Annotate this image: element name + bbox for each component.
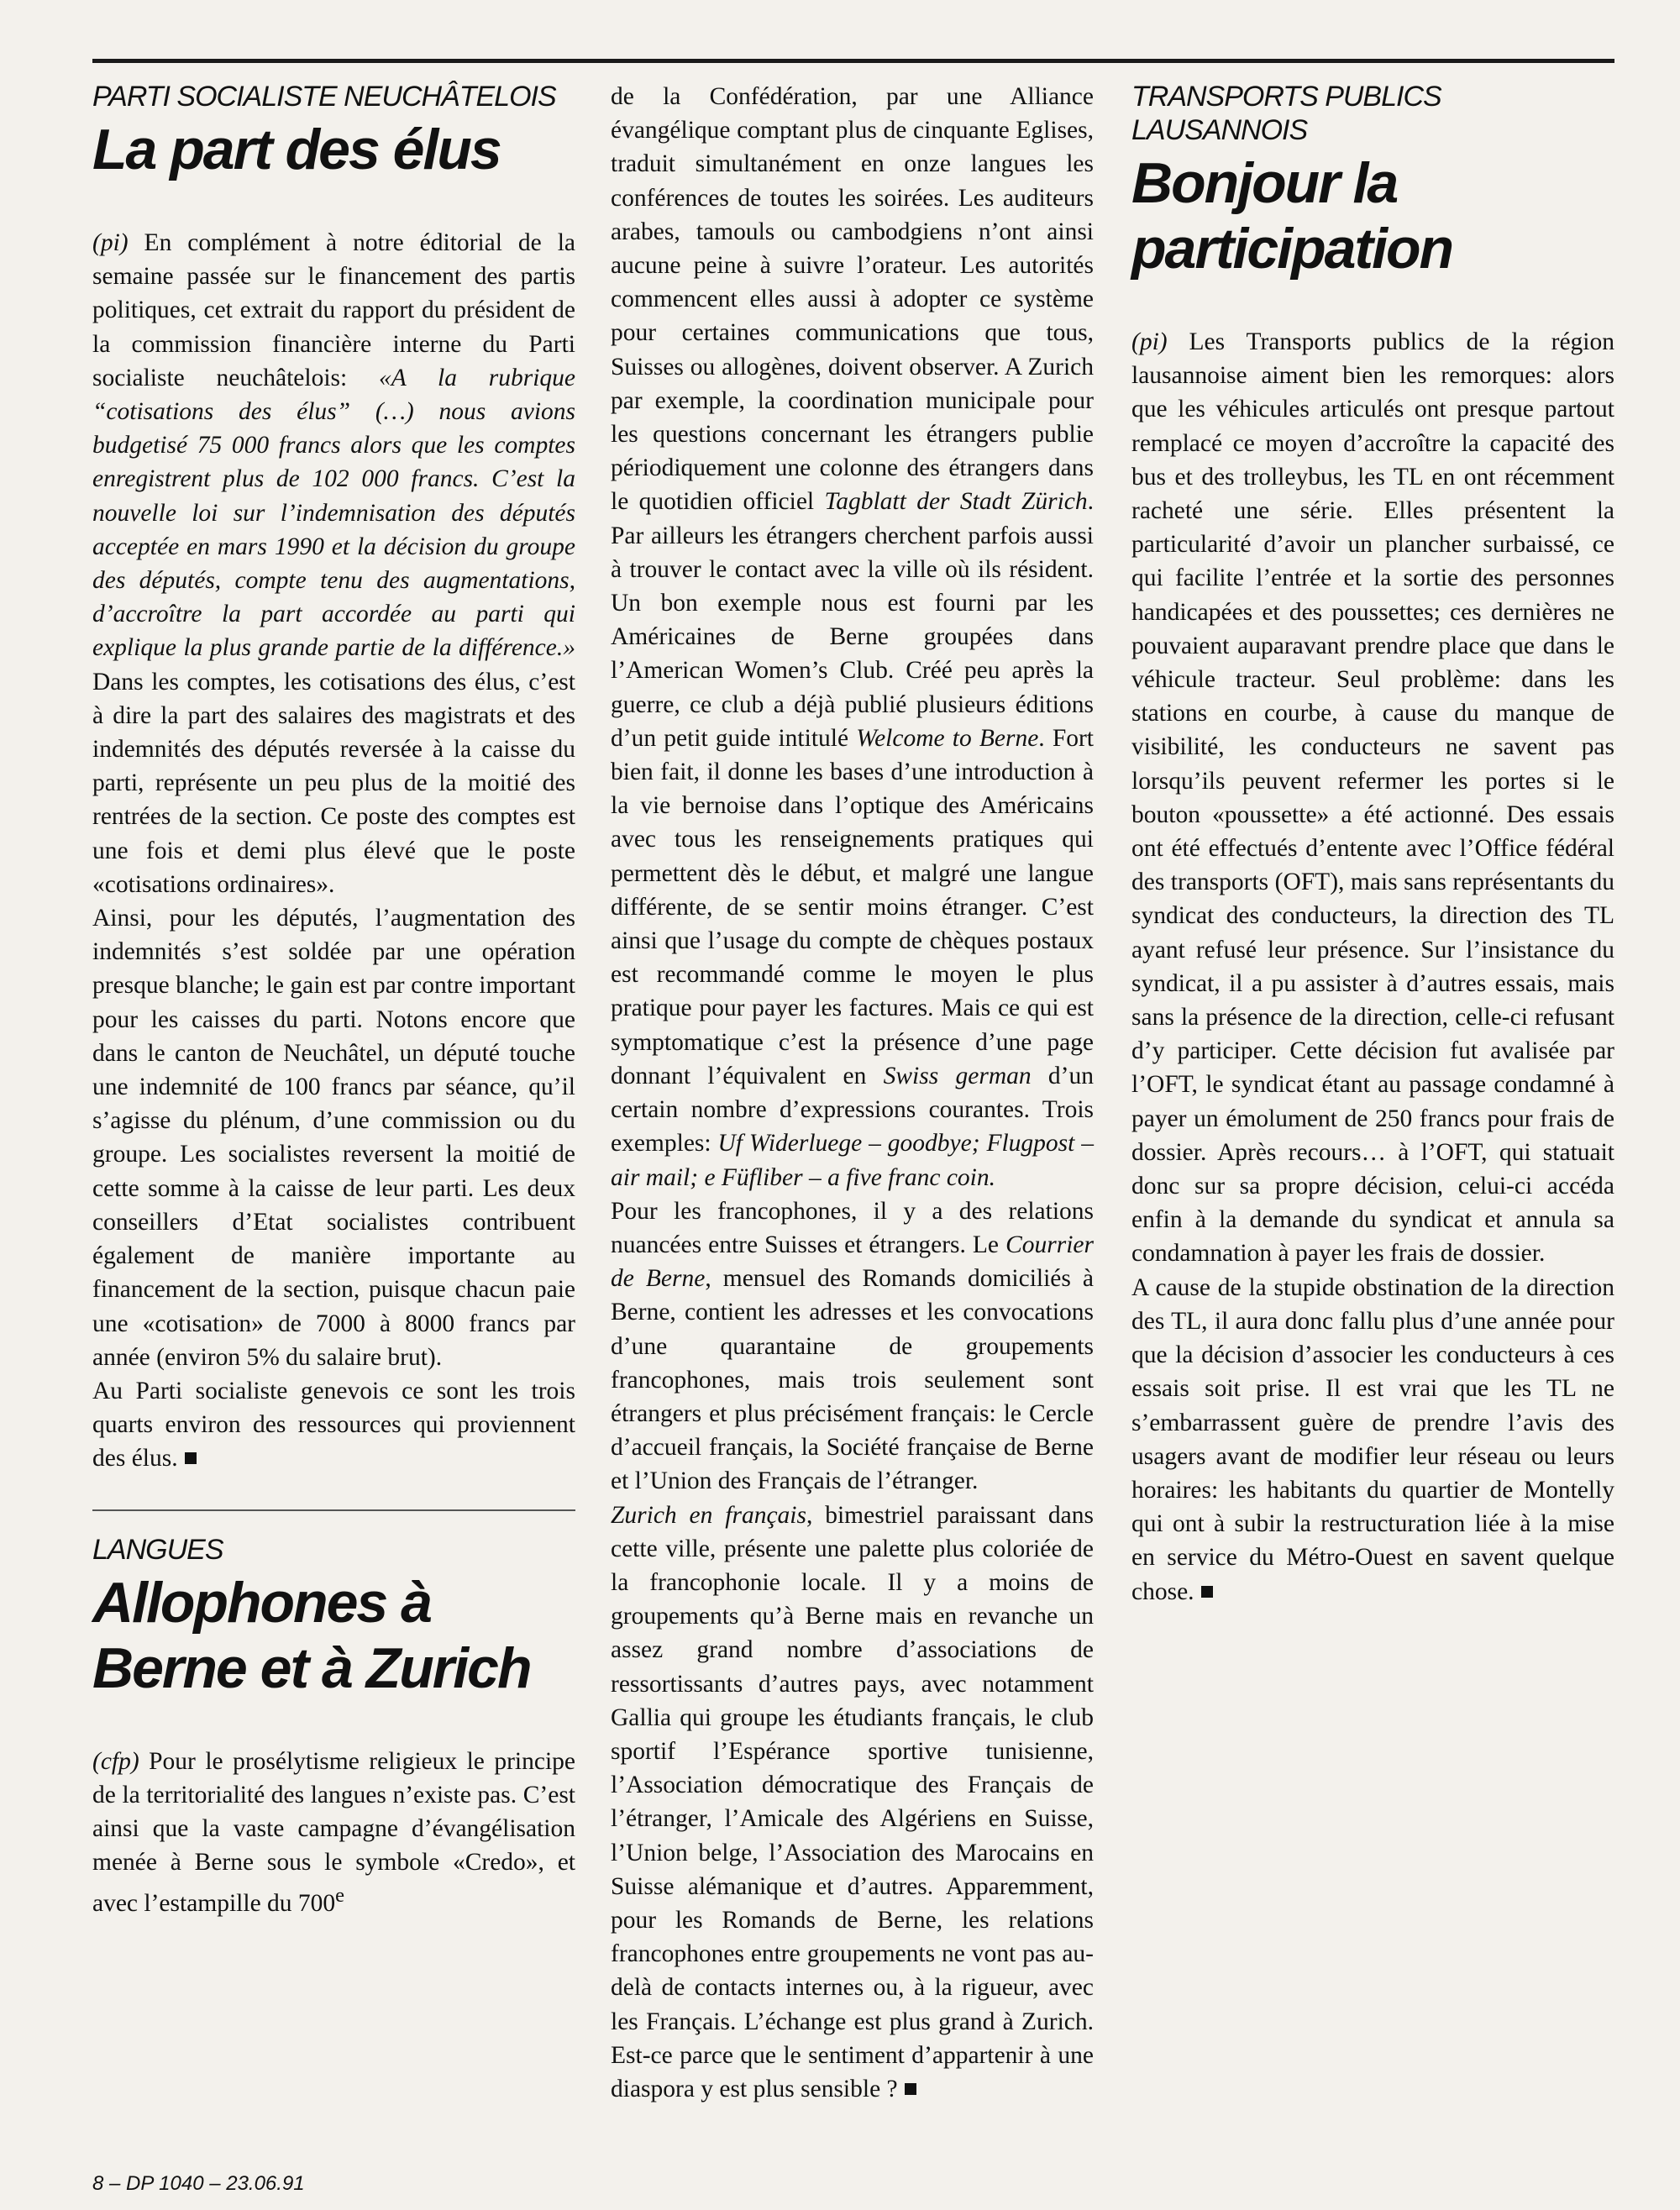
article1-p3-text: Au Parti socialiste genevois ce sont les trois quarts environ des ressources qui proviennent des élus. xyxy=(92,1377,575,1472)
article2-body-continued xyxy=(611,80,1094,2106)
article1-intro: En complément à notre éditorial de la semaine passée sur le financement des partis politiques, cet extrait du rapport du président de la commission financière interne du Parti socialiste neuchâtelois: xyxy=(92,229,575,391)
article1-paragraph-3 xyxy=(92,1374,575,1476)
article2-title: Allophones à Berne et à Zurich xyxy=(92,1570,531,1700)
article3-title: Bonjour la participation xyxy=(1131,151,1453,281)
column-1 xyxy=(92,80,575,1920)
column-3 xyxy=(1131,80,1614,1609)
article1-quote: «A la rubrique “cotisations des élus” (…) nous avions budgetisé 75 000 francs alors que les comptes enregistrent plus de 102 000 francs. C’est la nouvelle loi sur l’indemnisation des députés acceptée en mars 1990 et la décision du groupe des députés, compte tenu des augmentations, d’accroître la part accordée au parti qui explique la plus grande partie de la différence.» xyxy=(92,364,575,662)
article1-body xyxy=(92,226,575,1476)
article2-p2b: , mensuel des Romands domiciliés à Berne, contient les adresses et les convocations d’une quarantaine de groupements francophones, mais trois seulement sont étrangers et plus précisément français: le Cercle d’accueil français, la Société française de Berne et l’Union des Français de l’étranger. xyxy=(611,1265,1094,1495)
article2-paragraph-2 xyxy=(611,1194,1094,1499)
article2-p2-it1: Courrier de Berne xyxy=(611,1231,1094,1293)
article3-kicker: TRANSPORTS PUBLICS LAUSANNOIS xyxy=(1131,81,1441,146)
end-mark xyxy=(185,1452,197,1464)
article2-body-start xyxy=(92,1745,575,1921)
article2-p1a: Pour le prosélytisme religieux le principe de la territorialité des langues n’existe pas. C’est ainsi que la vaste campagne d’évangélisation menée à Berne sous le symbole «Credo», et avec l’estampille du 700 xyxy=(92,1747,575,1918)
end-mark xyxy=(1201,1586,1213,1598)
column-2 xyxy=(611,80,1094,2106)
article2-tag: (cfp) xyxy=(92,1747,139,1775)
article3-body xyxy=(1131,325,1614,1609)
article2-p3a: , bimestriel paraissant dans cette ville, présente une palette plus coloriée de la francophonie locale. Il y a moins de groupements qu’à Berne mais en revanche un assez grand nombre d’associations de ressortissants d’autres pays, avec notamment Gallia qui groupe les étudiants français, le club sportif l’Espérance sportive tunisienne, l’Association démocratique des Français de l’étranger, l’Amicale des Algériens en Suisse, l’Union belge, l’Association des Marocains en Suisse alémanique et d’autres. Apparemment, pour les Romands de Berne, les relations francophones entre groupements ne vont pas au-delà de contacts internes ou, à la rigueur, avec les Français. L’échange est plus grand à Zurich. Est-ce parce que le sentiment d’appartenir à une diaspora y est plus sensible ? xyxy=(611,1501,1094,2102)
article-separator xyxy=(92,1509,575,1511)
article1-paragraph-2: Ainsi, pour les députés, l’augmentation des indemnités s’est soldée par une opération presque blanche; le gain est par contre important pour les caisses du parti. Notons encore que dans le canton de Neuchâtel, un député touche une indemnité de 100 francs par séance, qu’il s’agisse du plénum, d’une commission ou du groupe. Les socialistes reversent la moitié de cette somme à la caisse de leur parti. Les deux conseillers d’Etat socialistes contribuent également de manière importante au financement de la section, puisque chacun paie une «cotisation» de 7000 à 8000 francs par année (environ 5% du salaire brut). xyxy=(92,905,575,1371)
top-rule xyxy=(92,59,1614,63)
article2-p3-it1: Zurich en français xyxy=(611,1501,806,1529)
article2-p1-sup: e xyxy=(335,1884,345,1908)
article3-paragraph-2 xyxy=(1131,1271,1614,1609)
article3-p1-text: Les Transports publics de la région lausannoise aiment bien les remorques: alors que les véhicules articulés ont presque partout remplacé ce moyen d’accroître la capacité des bus et des trolleybus, les TL en ont récemment racheté une série. Elles présentent la particularité d’avoir un plancher surbaissé, ce qui facilite l’entrée et la sortie des personnes handicapées et des poussettes; ces dernières ne pouvaient auparavant prendre place que dans le véhicule tracteur. Seul problème: dans les stations en courbe, à cause du manque de visibilité, les conducteurs ne savent pas lorsqu’ils peuvent refermer les portes si le bouton «poussette» a été actionné. Des essais ont été effectués d’entente avec l’Office fédéral des transports (OFT), mais sans représentants du syndicat des conducteurs, la direction des TL ayant refusé leur présence. Sur l’insistance du syndicat, il a pu assister à d’autres essais, mais sans la présence de la direction, celle-ci refusant d’y participer. Cette décision fut avalisée par l’OFT, le syndicat étant au passage condamné à payer un émolument de 250 francs pour frais de dossier. Après recours… à l’OFT, qui statuait donc sur sa propre décision, celui-ci accéda enfin à la demande du syndicat et annula sa condamnation à payer les frais de dossier. xyxy=(1131,328,1614,1268)
article2-kicker: LANGUES xyxy=(92,1533,223,1566)
article3-tag: (pi) xyxy=(1131,328,1168,355)
article2-p1e: d’un certain nombre d’expressions courantes. Trois exemples: xyxy=(611,1062,1094,1157)
page-footer: 8 – DP 1040 – 23.06.91 xyxy=(92,2172,305,2195)
article2-p1b: de la Confédération, par une Alliance évangélique comptant plus de cinquante Eglises, traduit simultanément en onze langues les conférences de toutes les soirées. Les auditeurs arabes, tamouls ou cambodgiens n’ont ainsi aucune peine à suivre l’orateur. Les autorités commencent elles aussi à adopter ce système pour certaines communications que tous, Suisses ou allogènes, doivent observer. A Zurich par exemple, la coordination municipale pour les questions concernant les étrangers publie périodiquement une colonne des étrangers dans le quotidien officiel xyxy=(611,83,1094,516)
article1-tag: (pi) xyxy=(92,229,129,256)
article1-paragraph-1 xyxy=(92,226,575,901)
article2-p1-it4: Uf Widerluege – goodbye; Flugpost – air mail; e Füfliber – a five franc coin. xyxy=(611,1130,1094,1191)
article2-paragraph-3 xyxy=(611,1499,1094,2107)
article1-p1-rest: Dans les comptes, les cotisations des élus, c’est à dire la part des salaires des magistrats et des indemnités des députés reversée à la caisse du parti, représente un peu plus de la moitié des rentrées de la section. Ce poste des comptes est une fois et demi plus élevé que le poste «cotisations ordinaires». xyxy=(92,668,575,898)
end-mark xyxy=(905,2083,916,2095)
article2-p1-it3: Swiss german xyxy=(883,1062,1032,1089)
article3-paragraph-1 xyxy=(1131,325,1614,1271)
article2-p1-it1: Tagblatt der Stadt Zürich xyxy=(824,488,1088,516)
article2-paragraph-1-start xyxy=(92,1745,575,1921)
article1-kicker: PARTI SOCIALISTE NEUCHÂTELOIS xyxy=(92,81,556,113)
article2-p1c: . Par ailleurs les étrangers cherchent parfois aussi à trouver le contact avec la ville où ils résident. Un bon exemple nous est fourni par les Américaines de Berne groupées dans l’American Women’s Club. Créé peu après la guerre, ce club a déjà publié plusieurs éditions d’un petit guide intitulé xyxy=(611,488,1094,752)
article2-p2a: Pour les francophones, il y a des relations nuancées entre Suisses et étrangers. Le xyxy=(611,1197,1094,1258)
article2-p1d: . Fort bien fait, il donne les bases d’une introduction à la vie bernoise dans l’optique des Américains avec tous les renseignements pratiques qui permettent dès le début, et malgré une langue différente, de se sentir moins étranger. C’est ainsi que l’usage du compte de chèques postaux est recommandé comme le moyen le plus pratique pour payer les factures. Mais ce qui est symptomatique c’est la présence d’une page donnant l’équivalent en xyxy=(611,724,1094,1089)
article1-title: La part des élus xyxy=(92,118,501,181)
article2-p1-it2: Welcome to Berne xyxy=(856,724,1039,752)
article3-p2-text: A cause de la stupide obstination de la direction des TL, il aura donc fallu plus d’une année pour que la décision d’associer les conducteurs à ces essais soit prise. Il est vrai que les TL ne s’embarrassent guère de prendre l’avis des usagers avant de modifier leur réseau ou leurs horaires: les habitants du quartier de Montelly qui ont à subir la restructuration liée à la mise en service du Métro-Ouest en savent quelque chose. xyxy=(1131,1273,1614,1605)
article2-paragraph-1-continued xyxy=(611,80,1094,1194)
